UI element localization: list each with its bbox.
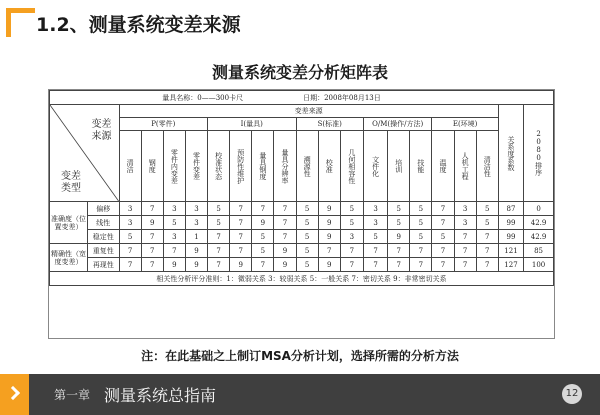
- variation-matrix-table: [49, 90, 554, 286]
- table-cell: 3: [363, 216, 387, 230]
- col-head: 零件变差: [185, 131, 207, 202]
- table-cell: 7: [432, 216, 454, 230]
- slide-note: 注：在此基础之上制订MSA分析计划，选择所需的分析方法: [141, 349, 459, 363]
- corner-bottom-label: 变差类型: [61, 171, 81, 194]
- table-cell: 7: [476, 258, 498, 272]
- table-cell: 0: [524, 202, 554, 216]
- table-cell: 7: [230, 202, 252, 216]
- table-cell: 7: [454, 244, 476, 258]
- chevron-right-icon: [0, 374, 29, 415]
- table-cell: 7: [252, 202, 274, 216]
- chapter-label: 第一章: [54, 388, 91, 402]
- group-header: S(标准): [296, 118, 363, 131]
- table-cell: 7: [432, 258, 454, 272]
- group-header: O/M(操作/方法): [363, 118, 431, 131]
- col-head: 钢度: [141, 131, 163, 202]
- table-cell: 5: [119, 230, 141, 244]
- table-cell: 3: [454, 202, 476, 216]
- table-cell: 5: [296, 244, 318, 258]
- table-cell: 9: [141, 216, 163, 230]
- corner-top-label: 变差来源: [91, 119, 112, 142]
- table-cell: 7: [274, 230, 296, 244]
- col-head: 技能: [410, 131, 432, 202]
- table-cell: 127: [498, 258, 523, 272]
- table-cell: 9: [318, 230, 340, 244]
- table-cell: 3: [163, 202, 185, 216]
- table-cell: 5: [340, 216, 363, 230]
- col-head: 零件内变差: [163, 131, 185, 202]
- corner-header: [50, 105, 120, 202]
- table-cell: 7: [432, 202, 454, 216]
- table-cell: 7: [432, 244, 454, 258]
- table-cell: 7: [252, 258, 274, 272]
- table-cell: 85: [524, 244, 554, 258]
- page-number: 12: [562, 384, 582, 404]
- table-cell: 7: [141, 230, 163, 244]
- table-cell: 1: [185, 230, 207, 244]
- table-cell: 99: [498, 230, 523, 244]
- table-cell: 9: [318, 216, 340, 230]
- table-cell: 9: [185, 244, 207, 258]
- table-cell: 3: [119, 216, 141, 230]
- table-row: [50, 216, 554, 230]
- table-cell: 9: [163, 258, 185, 272]
- table-cell: 9: [230, 258, 252, 272]
- table-cell: 7: [208, 230, 230, 244]
- table-cell: 7: [119, 258, 141, 272]
- table-cell: 7: [363, 244, 387, 258]
- col-head: 溯源性: [296, 131, 318, 202]
- table-cell: 7: [119, 244, 141, 258]
- col-head: 量具钢度: [252, 131, 274, 202]
- table-cell: 5: [410, 216, 432, 230]
- matrix-title: 测量系统变差分析矩阵表: [211, 63, 388, 82]
- table-cell: 3: [454, 216, 476, 230]
- col-head: 关系度系数: [498, 105, 523, 202]
- table-cell: 7: [208, 258, 230, 272]
- table-info-row: [50, 91, 554, 105]
- footer-bar: [0, 374, 600, 415]
- table-cell: 5: [388, 216, 410, 230]
- variation-category: 准确度（位置变差）: [50, 202, 88, 244]
- col-head: 培训: [388, 131, 410, 202]
- table-cell: 7: [410, 244, 432, 258]
- col-head: 预防性维护: [230, 131, 252, 202]
- gauge-name: 量具名称：0——300卡尺: [162, 93, 244, 102]
- table-cell: 3: [163, 230, 185, 244]
- table-cell: 7: [141, 244, 163, 258]
- variation-type: 再现性: [87, 258, 119, 272]
- table-cell: 3: [185, 216, 207, 230]
- col-head: 清洁: [119, 131, 141, 202]
- table-cell: 5: [296, 202, 318, 216]
- table-cell: 7: [363, 258, 387, 272]
- table-cell: 7: [410, 258, 432, 272]
- table-cell: 5: [208, 216, 230, 230]
- table-cell: 5: [252, 230, 274, 244]
- table-cell: 7: [388, 258, 410, 272]
- col-head: 人机工程: [454, 131, 476, 202]
- table-date: 日期：2008年08月13日: [303, 93, 381, 102]
- table-cell: 5: [208, 202, 230, 216]
- table-row: [50, 202, 554, 216]
- table-cell: 7: [388, 244, 410, 258]
- table-row: [50, 230, 554, 244]
- table-cell: 7: [141, 258, 163, 272]
- table-cell: 7: [230, 216, 252, 230]
- table-cell: 5: [410, 230, 432, 244]
- matrix-table-panel: [48, 89, 555, 339]
- table-cell: 7: [454, 230, 476, 244]
- variation-source-banner: 变差来源: [119, 105, 498, 118]
- table-cell: 7: [340, 244, 363, 258]
- table-cell: 5: [296, 230, 318, 244]
- table-cell: 3: [185, 202, 207, 216]
- table-cell: 3: [363, 202, 387, 216]
- table-cell: 7: [454, 258, 476, 272]
- variation-type: 稳定性: [87, 230, 119, 244]
- table-row: [50, 258, 554, 272]
- guide-title: 测量系统总指南: [104, 386, 217, 405]
- table-cell: 9: [185, 258, 207, 272]
- col-head: 量具分辨率: [274, 131, 296, 202]
- table-row: [50, 244, 554, 258]
- variation-type: 线性: [87, 216, 119, 230]
- scoring-legend: 相关性分析评分准则：1：微弱关系 3：较弱关系 5：一般关系 7：密切关系 9：非常密切关系: [50, 272, 554, 286]
- col-head: 几何相容性: [340, 131, 363, 202]
- table-cell: 7: [141, 202, 163, 216]
- table-cell: 5: [410, 202, 432, 216]
- table-cell: 9: [318, 202, 340, 216]
- table-cell: 9: [274, 244, 296, 258]
- table-cell: 5: [388, 202, 410, 216]
- col-head: 温度: [432, 131, 454, 202]
- table-cell: 3: [119, 202, 141, 216]
- group-header: E(环境): [432, 118, 498, 131]
- table-cell: 9: [388, 230, 410, 244]
- table-cell: 3: [340, 230, 363, 244]
- table-cell: 99: [498, 216, 523, 230]
- col-head: 文件化: [363, 131, 387, 202]
- table-cell: 121: [498, 244, 523, 258]
- group-header: I(量具): [208, 118, 297, 131]
- table-cell: 5: [476, 202, 498, 216]
- table-cell: 5: [296, 258, 318, 272]
- table-cell: 9: [274, 258, 296, 272]
- table-cell: 5: [363, 230, 387, 244]
- table-cell: 7: [274, 216, 296, 230]
- col-head: 2080排序: [524, 105, 554, 202]
- slide-heading: 1.2、测量系统变差来源: [36, 14, 241, 36]
- table-cell: 5: [163, 216, 185, 230]
- variation-type: 偏移: [87, 202, 119, 216]
- table-cell: 7: [318, 244, 340, 258]
- table-cell: 7: [476, 230, 498, 244]
- table-cell: 9: [252, 216, 274, 230]
- col-head: 校准: [318, 131, 340, 202]
- table-cell: 7: [208, 244, 230, 258]
- table-cell: 5: [296, 216, 318, 230]
- table-cell: 5: [432, 230, 454, 244]
- table-cell: 7: [230, 244, 252, 258]
- table-cell: 5: [340, 202, 363, 216]
- table-cell: 7: [476, 244, 498, 258]
- variation-category: 精确性（宽度变差）: [50, 244, 88, 272]
- table-cell: 7: [340, 258, 363, 272]
- table-cell: 7: [230, 230, 252, 244]
- table-cell: 7: [163, 244, 185, 258]
- variation-type: 重复性: [87, 244, 119, 258]
- table-cell: 87: [498, 202, 523, 216]
- col-head: 清洁性: [476, 131, 498, 202]
- table-cell: 42.9: [524, 216, 554, 230]
- table-cell: 42.9: [524, 230, 554, 244]
- table-cell: 100: [524, 258, 554, 272]
- table-cell: 5: [476, 216, 498, 230]
- corner-bracket-decoration: [6, 8, 35, 37]
- col-head: 校准状态: [208, 131, 230, 202]
- table-cell: 7: [274, 202, 296, 216]
- table-cell: 5: [252, 244, 274, 258]
- group-header: P(零件): [119, 118, 208, 131]
- table-cell: 9: [318, 258, 340, 272]
